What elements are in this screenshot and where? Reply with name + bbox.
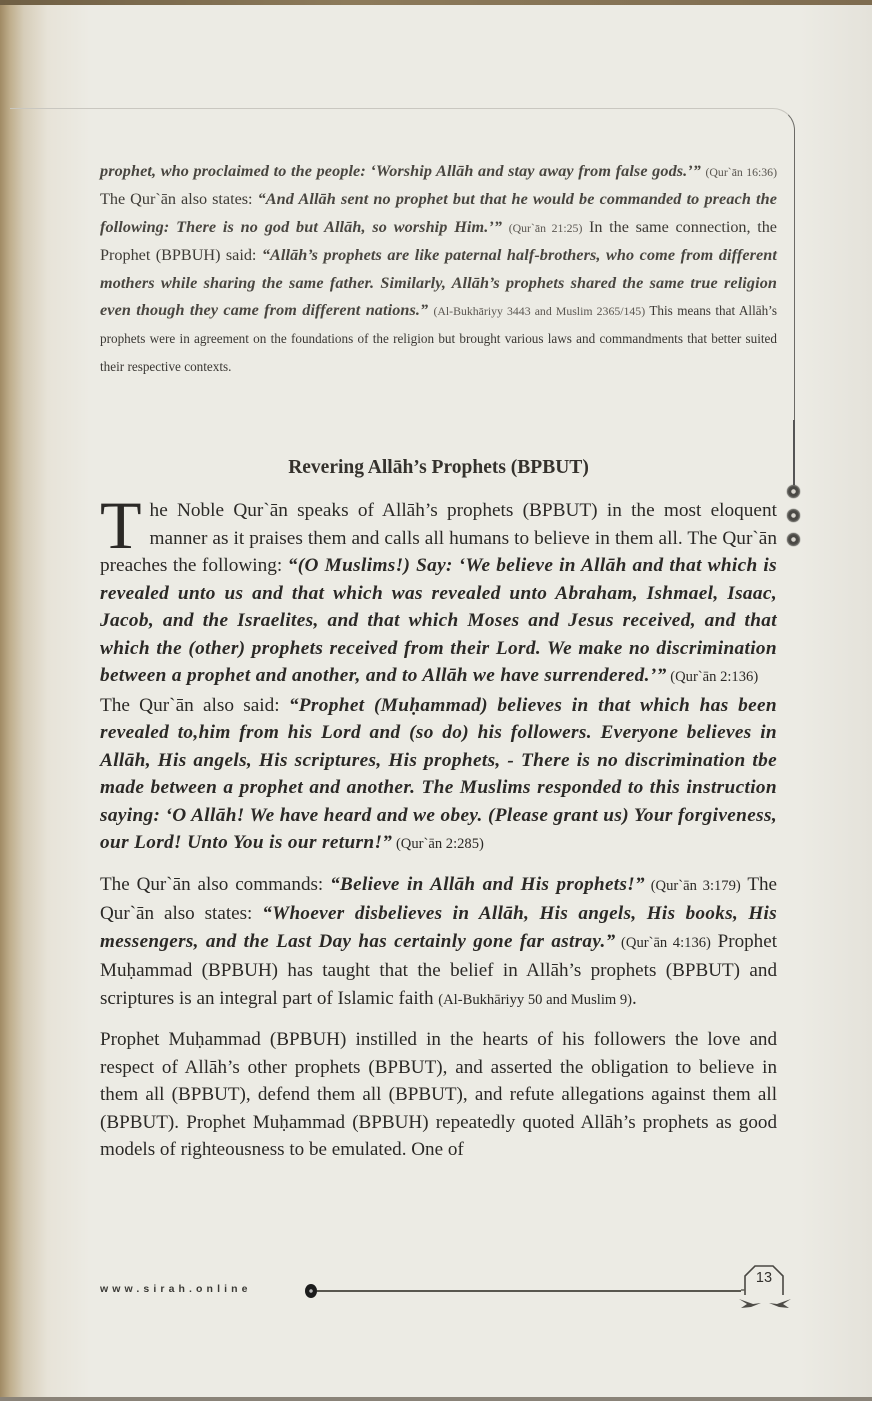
body-text: he Noble Qur`ān speaks of Allāh’s prophets (BPBUT) in the most eloquent manner as it praises them and calls all humans to believe in them all. The Qur`ān preaches the following: — [100, 500, 777, 576]
circle-bullet-icon — [787, 509, 800, 522]
hadith-quote-block — [100, 158, 777, 380]
page-number: 13 — [755, 1270, 773, 1286]
quote-text: “And Allāh sent no prophet but that he would be commanded to preach the following: There is no god but Allāh, so worship Him.’” — [100, 190, 778, 236]
body-text: The Qur`ān also commands: — [100, 873, 331, 895]
citation: (Qur`ān 4:136) — [615, 934, 711, 951]
citation: (Al-Bukhāriyy 50 and Muslim 9) — [438, 991, 633, 1008]
quote-text: “Believe in Allāh and His prophets!” — [330, 873, 645, 895]
body-text: . — [632, 987, 637, 1009]
body-text: In the same connection, the Prophet (BPBUH) said: — [100, 217, 777, 265]
citation: (Al-Bukhāriyy 3443 and Muslim 2365/145) — [433, 304, 646, 319]
body-text: The Qur`ān also states: — [100, 190, 258, 209]
drop-cap: T — [100, 487, 142, 563]
quote-text: “Prophet (Muḥammad) believes in that which has been revealed to,him from his Lord and (so do) his followers. Everyone believes in Allāh, His angels, His scriptures, His prophets, - There is no discrimination tbe made between a prophet and another. The Muslims responded to this instruction saying: ‘O Allāh! We have heard and we obey. (Please grant us) Your forgiveness, our Lord! Unto You is our return!” — [100, 694, 777, 853]
quote-text: “Whoever disbelieves in Allāh, His angels, His books, His messengers, and the Last Day has certainly gone far astray.” — [100, 903, 777, 952]
section-heading: Revering Allāh’s Prophets (BPBUT) — [288, 457, 589, 478]
quote-paragraph — [100, 158, 777, 380]
paragraph-1 — [100, 487, 777, 859]
footer-rule — [317, 1290, 741, 1292]
footer-dot-icon — [305, 1284, 317, 1298]
citation: (Qur`ān 2:136) — [666, 669, 759, 685]
citation: (Qur`ān 16:36) — [705, 165, 778, 179]
paragraph-2 — [100, 871, 777, 1015]
footer-website: www.sirah.online — [100, 1283, 252, 1295]
quote-text: prophet, who proclaimed to the people: ‘Worship Allāh and stay away from false gods.’” — [100, 162, 701, 180]
wing-ornament-icon — [737, 1296, 793, 1310]
body-text: Prophet Muḥammad (BPBUH) has taught that the belief in Allāh’s prophets (BPBUT) and scriptures is an integral part of Islamic faith — [100, 930, 777, 1009]
citation: (Qur`ān 21:25) — [508, 220, 583, 235]
paragraph-3 — [100, 1026, 777, 1164]
body-text: The Qur`ān also said: — [100, 694, 289, 716]
body-text: This means that Allāh’s prophets were in agreement on the foundations of the religion but brought various laws and commandments that better suited their respective contexts. — [100, 303, 777, 374]
body-text: Prophet Muḥammad (BPBUH) instilled in the hearts of his followers the love and respect of Allāh’s other prophets (BPBUT), and asserted the obligation to believe in them all (BPBUT), defend them all (BPBUT), and refute allegations against them all (BPBUT). Prophet Muḥammad (BPBUH) repeatedly quoted Allāh’s prophets as good models of righteousness to be emulated. One of — [100, 1029, 777, 1160]
citation: (Qur`ān 3:179) — [644, 877, 741, 894]
citation: (Qur`ān 2:285) — [392, 836, 484, 852]
circle-bullet-icon — [787, 485, 800, 498]
frame-vertical-rule — [793, 420, 795, 488]
quote-text: “Allāh’s prophets are like paternal half-brothers, who come from different mothers while sharing the same father. Similarly, Allāh’s prophets shared the same true religion even though they came from different nations.” — [100, 246, 777, 320]
circle-bullet-icon — [787, 533, 800, 546]
quote-text: “(O Muslims!) Say: ‘We believe in Allāh and that which is revealed unto us and that which was revealed unto Abraham, Ishmael, Isaac, Jacob, and the Israelites, and that which Moses and Jesus received, and that which the (other) prophets received from their Lord. We make no discrimination between a prophet and another, and to Allāh we have surrendered.’” — [100, 555, 777, 686]
page-edge — [0, 1397, 872, 1401]
main-text — [100, 487, 778, 1164]
body-text: The Qur`ān also states: — [100, 873, 778, 924]
